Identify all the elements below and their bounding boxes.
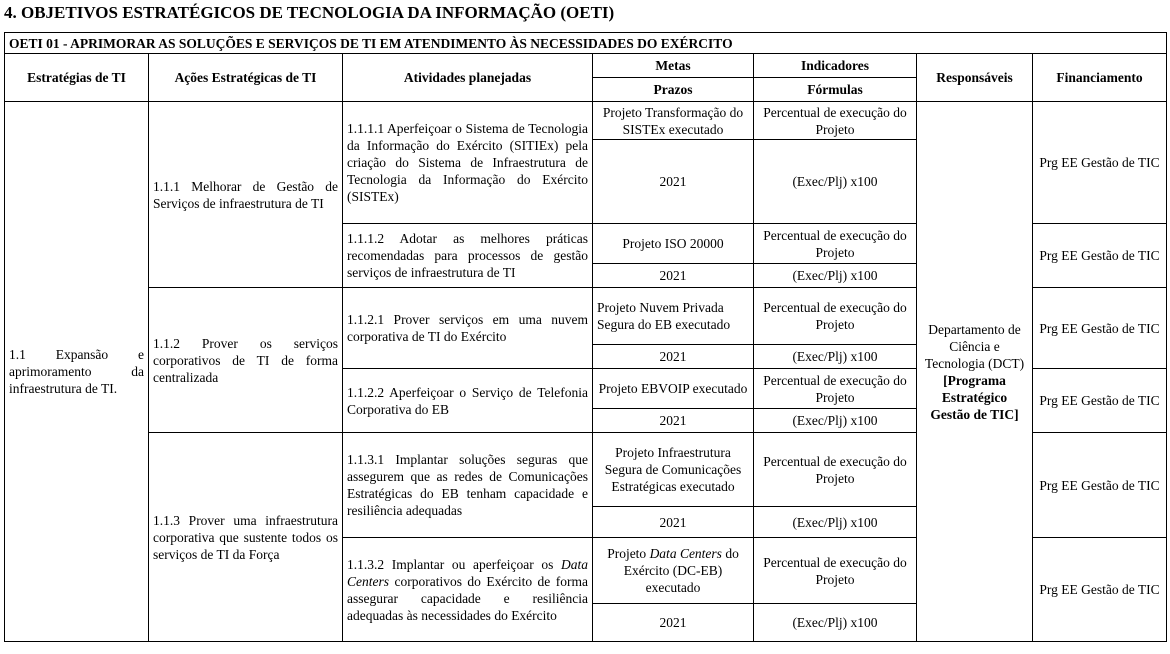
meta-cell (593, 538, 754, 604)
oeti-table (4, 32, 1167, 642)
meta-cell: Projeto Transformação do SISTEx executado (593, 102, 754, 140)
strategy-cell: 1.1 Expansão e aprimoramento da infraestrutura de TI. (5, 102, 149, 642)
meta-text-end: do Exército (DC-EB) executado (623, 546, 739, 595)
responsible-program: [Programa Estratégico Gestão de TIC] (930, 372, 1019, 422)
prazo-cell: 2021 (593, 507, 754, 538)
meta-text-start: Projeto (607, 546, 650, 561)
prazo-cell: 2021 (593, 604, 754, 642)
responsible-cell (917, 102, 1033, 642)
prazo-cell: 2021 (593, 409, 754, 433)
financing-cell: Prg EE Gestão de TIC (1033, 288, 1167, 369)
formula-cell: (Exec/Plj) x100 (754, 140, 917, 224)
meta-cell: Projeto EBVOIP executado (593, 369, 754, 409)
header-acoes: Ações Estratégicas de TI (149, 54, 343, 102)
financing-cell: Prg EE Gestão de TIC (1033, 433, 1167, 538)
meta-cell: Projeto Infraestrutura Segura de Comunicações Estratégicas executado (593, 433, 754, 507)
section-heading: 4. OBJETIVOS ESTRATÉGICOS DE TECNOLOGIA DA INFORMAÇÃO (OETI) (4, 3, 615, 22)
formula-cell: (Exec/Plj) x100 (754, 604, 917, 642)
meta-cell: Projeto Nuvem Privada Segura do EB executado (593, 288, 754, 345)
responsible-text: Departamento de Ciência e Tecnologia (DCT) (924, 321, 1025, 371)
meta-cell: Projeto ISO 20000 (593, 224, 754, 264)
activity-cell: 1.1.1.2 Adotar as melhores práticas recomendadas para processos de gestão serviços de infraestrutura de TI (343, 224, 593, 288)
activity-cell: 1.1.3.1 Implantar soluções seguras que assegurem que as redes de Comunicações Estratégicas do EB tenham capacidade e resiliência adequadas (343, 433, 593, 538)
activity-cell: 1.1.2.2 Aperfeiçoar o Serviço de Telefonia Corporativa do EB (343, 369, 593, 433)
activity-text-start: 1.1.3.2 Implantar ou aperfeiçoar os (347, 556, 561, 572)
indicator-cell: Percentual de execução do Projeto (754, 538, 917, 604)
header-prazos: Prazos (593, 78, 754, 102)
formula-cell: (Exec/Plj) x100 (754, 507, 917, 538)
action-cell: 1.1.1 Melhorar de Gestão de Serviços de infraestrutura de TI (149, 102, 343, 288)
financing-cell: Prg EE Gestão de TIC (1033, 369, 1167, 433)
header-formulas: Fórmulas (754, 78, 917, 102)
header-metas: Metas (593, 54, 754, 78)
table-row (5, 102, 1167, 140)
header-responsaveis: Responsáveis (917, 54, 1033, 102)
activity-text-italic: Data Centers (347, 556, 588, 589)
indicator-cell: Percentual de execução do Projeto (754, 433, 917, 507)
header-row-1 (5, 54, 1167, 78)
objective-title: OETI 01 - APRIMORAR AS SOLUÇÕES E SERVIÇOS DE TI EM ATENDIMENTO ÀS NECESSIDADES DO EXÉRCITO (5, 33, 1167, 54)
financing-cell: Prg EE Gestão de TIC (1033, 538, 1167, 642)
action-cell: 1.1.2 Prover os serviços corporativos de TI de forma centralizada (149, 288, 343, 433)
indicator-cell: Percentual de execução do Projeto (754, 102, 917, 140)
indicator-cell: Percentual de execução do Projeto (754, 288, 917, 345)
activity-cell: 1.1.2.1 Prover serviços em uma nuvem corporativa de TI do Exército (343, 288, 593, 369)
meta-text-italic: Data Centers (649, 546, 722, 561)
action-cell: 1.1.3 Prover uma infraestrutura corporativa que sustente todos os serviços de TI da Força (149, 433, 343, 642)
prazo-cell: 2021 (593, 264, 754, 288)
header-indicadores: Indicadores (754, 54, 917, 78)
indicator-cell: Percentual de execução do Projeto (754, 369, 917, 409)
financing-cell: Prg EE Gestão de TIC (1033, 224, 1167, 288)
formula-cell: (Exec/Plj) x100 (754, 345, 917, 369)
header-atividades: Atividades planejadas (343, 54, 593, 102)
formula-cell: (Exec/Plj) x100 (754, 409, 917, 433)
header-estrategias: Estratégias de TI (5, 54, 149, 102)
activity-cell (343, 538, 593, 642)
prazo-cell: 2021 (593, 345, 754, 369)
indicator-cell: Percentual de execução do Projeto (754, 224, 917, 264)
formula-cell: (Exec/Plj) x100 (754, 264, 917, 288)
activity-cell: 1.1.1.1 Aperfeiçoar o Sistema de Tecnologia da Informação do Exército (SITIEx) pela criação do Sistema de Infraestrutura de Tecnologia da Informação do Exército (SISTEx) (343, 102, 593, 224)
header-financiamento: Financiamento (1033, 54, 1167, 102)
activity-text-end: corporativos do Exército de forma assegurar capacidade e resiliência adequadas às necessidades do Exército (347, 573, 588, 623)
objective-row (5, 33, 1167, 54)
prazo-cell: 2021 (593, 140, 754, 224)
financing-cell: Prg EE Gestão de TIC (1033, 102, 1167, 224)
